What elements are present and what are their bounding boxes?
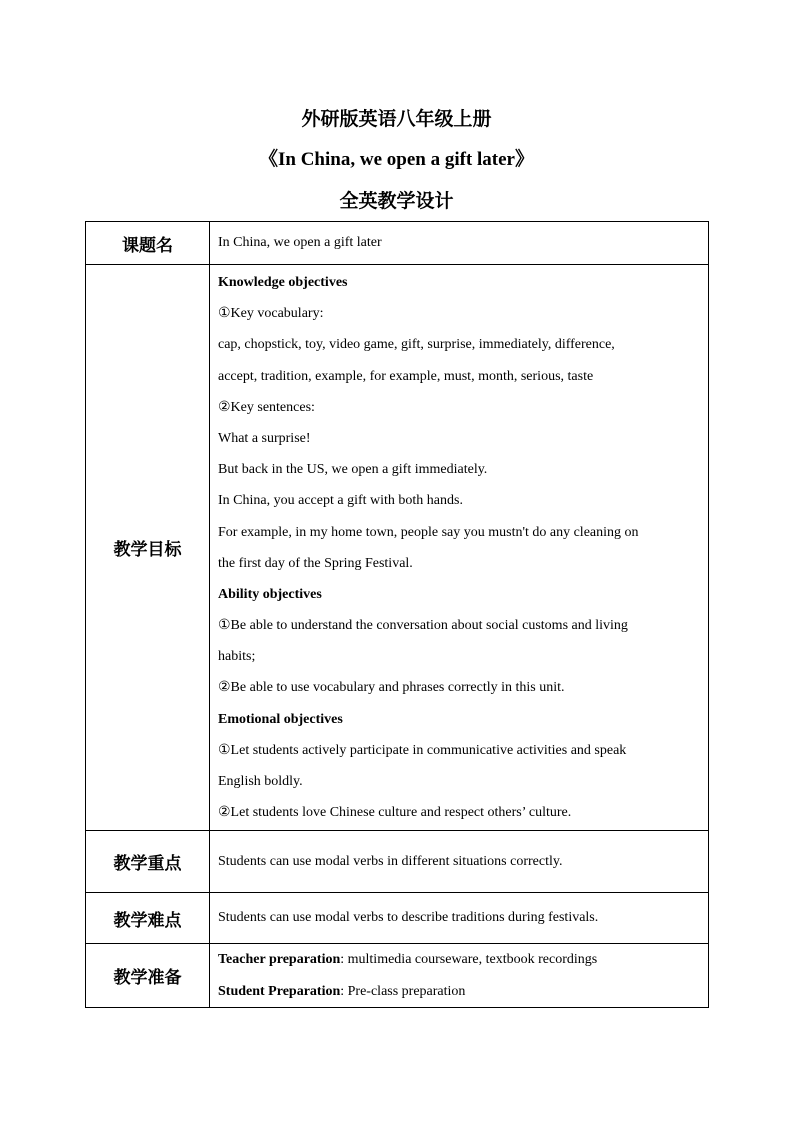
ability-line: ①Be able to understand the conversation about social customs and living [218, 618, 628, 634]
table-row-preparation [86, 944, 709, 1007]
vocab-line: cap, chopstick, toy, video game, gift, surprise, immediately, difference, [218, 337, 615, 353]
key-points-value: Students can use modal verbs in different situations correctly. [210, 831, 709, 893]
vocab-line: accept, tradition, example, for example, must, month, serious, taste [218, 368, 594, 384]
sentence-line: the first day of the Spring Festival. [218, 555, 413, 571]
document-subtitle: 全英教学设计 [339, 190, 454, 212]
ability-heading: Ability objectives [218, 586, 322, 602]
knowledge-heading: Knowledge objectives [218, 275, 348, 290]
document-title: 外研版英语八年级上册 [301, 108, 492, 130]
sentence-line: What a surprise! [218, 430, 311, 446]
sentence-line: But back in the US, we open a gift immediately. [218, 462, 488, 478]
objectives-label: 教学目标 [86, 265, 210, 831]
topic-value: In China, we open a gift later [210, 222, 709, 265]
table-row-key-points [86, 831, 709, 893]
emotional-line: ①Let students actively participate in communicative activities and speak [218, 742, 627, 758]
sentence-line: In China, you accept a gift with both hands. [218, 493, 463, 509]
sentence-line: For example, in my home town, people say you mustn't do any cleaning on [218, 524, 639, 540]
difficulties-value: Students can use modal verbs to describe traditions during festivals. [210, 893, 709, 944]
emotional-line: ②Let students love Chinese culture and respect others’ culture. [218, 805, 572, 821]
teacher-preparation-value: : multimedia courseware, textbook recordings [340, 952, 598, 968]
lesson-title: 《In China, we open a gift later》 [259, 149, 534, 170]
preparation-content [210, 944, 709, 1007]
ability-line: ②Be able to use vocabulary and phrases correctly in this unit. [218, 680, 565, 696]
table-row-topic [86, 222, 709, 265]
ability-line: habits; [218, 649, 256, 665]
emotional-heading: Emotional objectives [218, 711, 343, 727]
key-points-label: 教学重点 [86, 831, 210, 893]
objectives-content [210, 265, 709, 831]
teacher-preparation [218, 944, 700, 975]
topic-label: 课题名 [86, 222, 210, 265]
sentences-heading: ②Key sentences: [218, 399, 315, 415]
student-preparation-value: : Pre-class preparation [340, 983, 466, 999]
emotional-line: English boldly. [218, 774, 303, 789]
preparation-label: 教学准备 [86, 944, 210, 1007]
table-row-objectives [86, 265, 709, 831]
student-preparation [218, 976, 700, 1007]
vocab-heading: ①Key vocabulary: [218, 306, 324, 322]
table-row-difficulties [86, 893, 709, 944]
teacher-preparation-label: Teacher preparation [218, 952, 341, 968]
lesson-plan-table [85, 221, 709, 1008]
difficulties-label: 教学难点 [86, 893, 210, 944]
student-preparation-label: Student Preparation [218, 983, 341, 999]
